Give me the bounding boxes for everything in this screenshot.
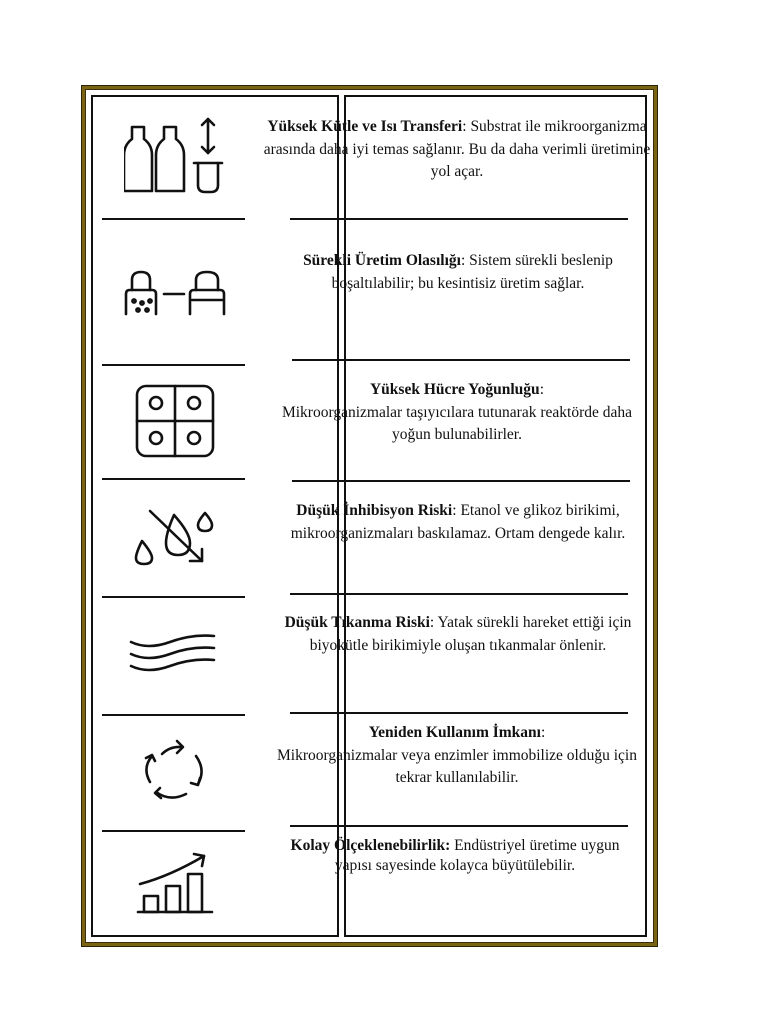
feature-item <box>262 116 652 184</box>
feature-separator: : <box>540 724 546 741</box>
text-separator <box>290 218 628 220</box>
feature-text: Substrat ile mikroorganizma arasında daha iyi temas sağlanır. Bu da daha verimli üretimine yol açar. <box>263 118 651 180</box>
feature-title: Kolay Ölçeklenebilirlik: <box>290 837 451 854</box>
feature-text: Sistem sürekli beslenip boşaltılabilir; bu kesintisiz üretim sağlar. <box>331 252 613 292</box>
icon-separator <box>102 596 245 598</box>
text-separator <box>292 480 630 482</box>
feature-text: Etanol ve glikoz birikimi, mikroorganizmaları baskılamaz. Ortam dengede kalır. <box>290 502 626 542</box>
feature-title: Yüksek Hücre Yoğunluğu <box>369 381 540 398</box>
recycle-arrows-icon <box>140 738 212 804</box>
feature-item <box>262 722 652 790</box>
feature-title: Yüksek Kütle ve Isı Transferi <box>267 118 463 135</box>
feature-item <box>278 250 638 295</box>
feature-separator: : <box>539 381 544 398</box>
feature-text: Mikroorganizmalar taşıyıcılara tutunarak reaktörde daha yoğun bulunabilirler. <box>281 403 633 443</box>
feature-text: Yatak sürekli hareket ettiği için biyokütle birikimiyle oluşan tıkanmalar önlenir. <box>309 614 632 654</box>
feature-separator: : <box>452 502 461 519</box>
continuous-process-icon <box>122 270 228 318</box>
text-separator <box>290 712 628 714</box>
feature-text: Endüstriyel üretime uygun yapısı sayesinde kolayca büyütülebilir. <box>334 837 620 874</box>
icon-separator <box>102 364 245 366</box>
feature-item <box>278 500 638 545</box>
no-drops-icon <box>128 505 218 567</box>
icon-separator <box>102 714 245 716</box>
feature-text: Mikroorganizmalar veya enzimler immobilize olduğu için tekrar kullanılabilir. <box>277 746 637 786</box>
feature-title: Yeniden Kullanım İmkanı <box>368 724 541 741</box>
feature-separator: : <box>462 118 471 135</box>
feature-separator: : <box>460 252 470 269</box>
text-separator <box>290 593 628 595</box>
icon-separator <box>102 478 245 480</box>
feature-item <box>290 836 620 876</box>
bottles-transfer-icon <box>124 115 224 197</box>
icon-separator <box>102 830 245 832</box>
feature-title: Düşük Tıkanma Riski <box>284 614 430 631</box>
growth-chart-icon <box>136 850 216 916</box>
text-separator <box>290 825 628 827</box>
icon-separator <box>102 218 245 220</box>
feature-title: Sürekli Üretim Olasılığı <box>303 252 461 269</box>
cell-grid-icon <box>134 383 216 459</box>
text-separator <box>292 359 630 361</box>
feature-item <box>278 612 638 657</box>
feature-separator: : <box>429 614 438 631</box>
waves-icon <box>128 630 218 674</box>
feature-item <box>262 379 652 447</box>
feature-title: Düşük İnhibisyon Riski <box>296 502 453 519</box>
